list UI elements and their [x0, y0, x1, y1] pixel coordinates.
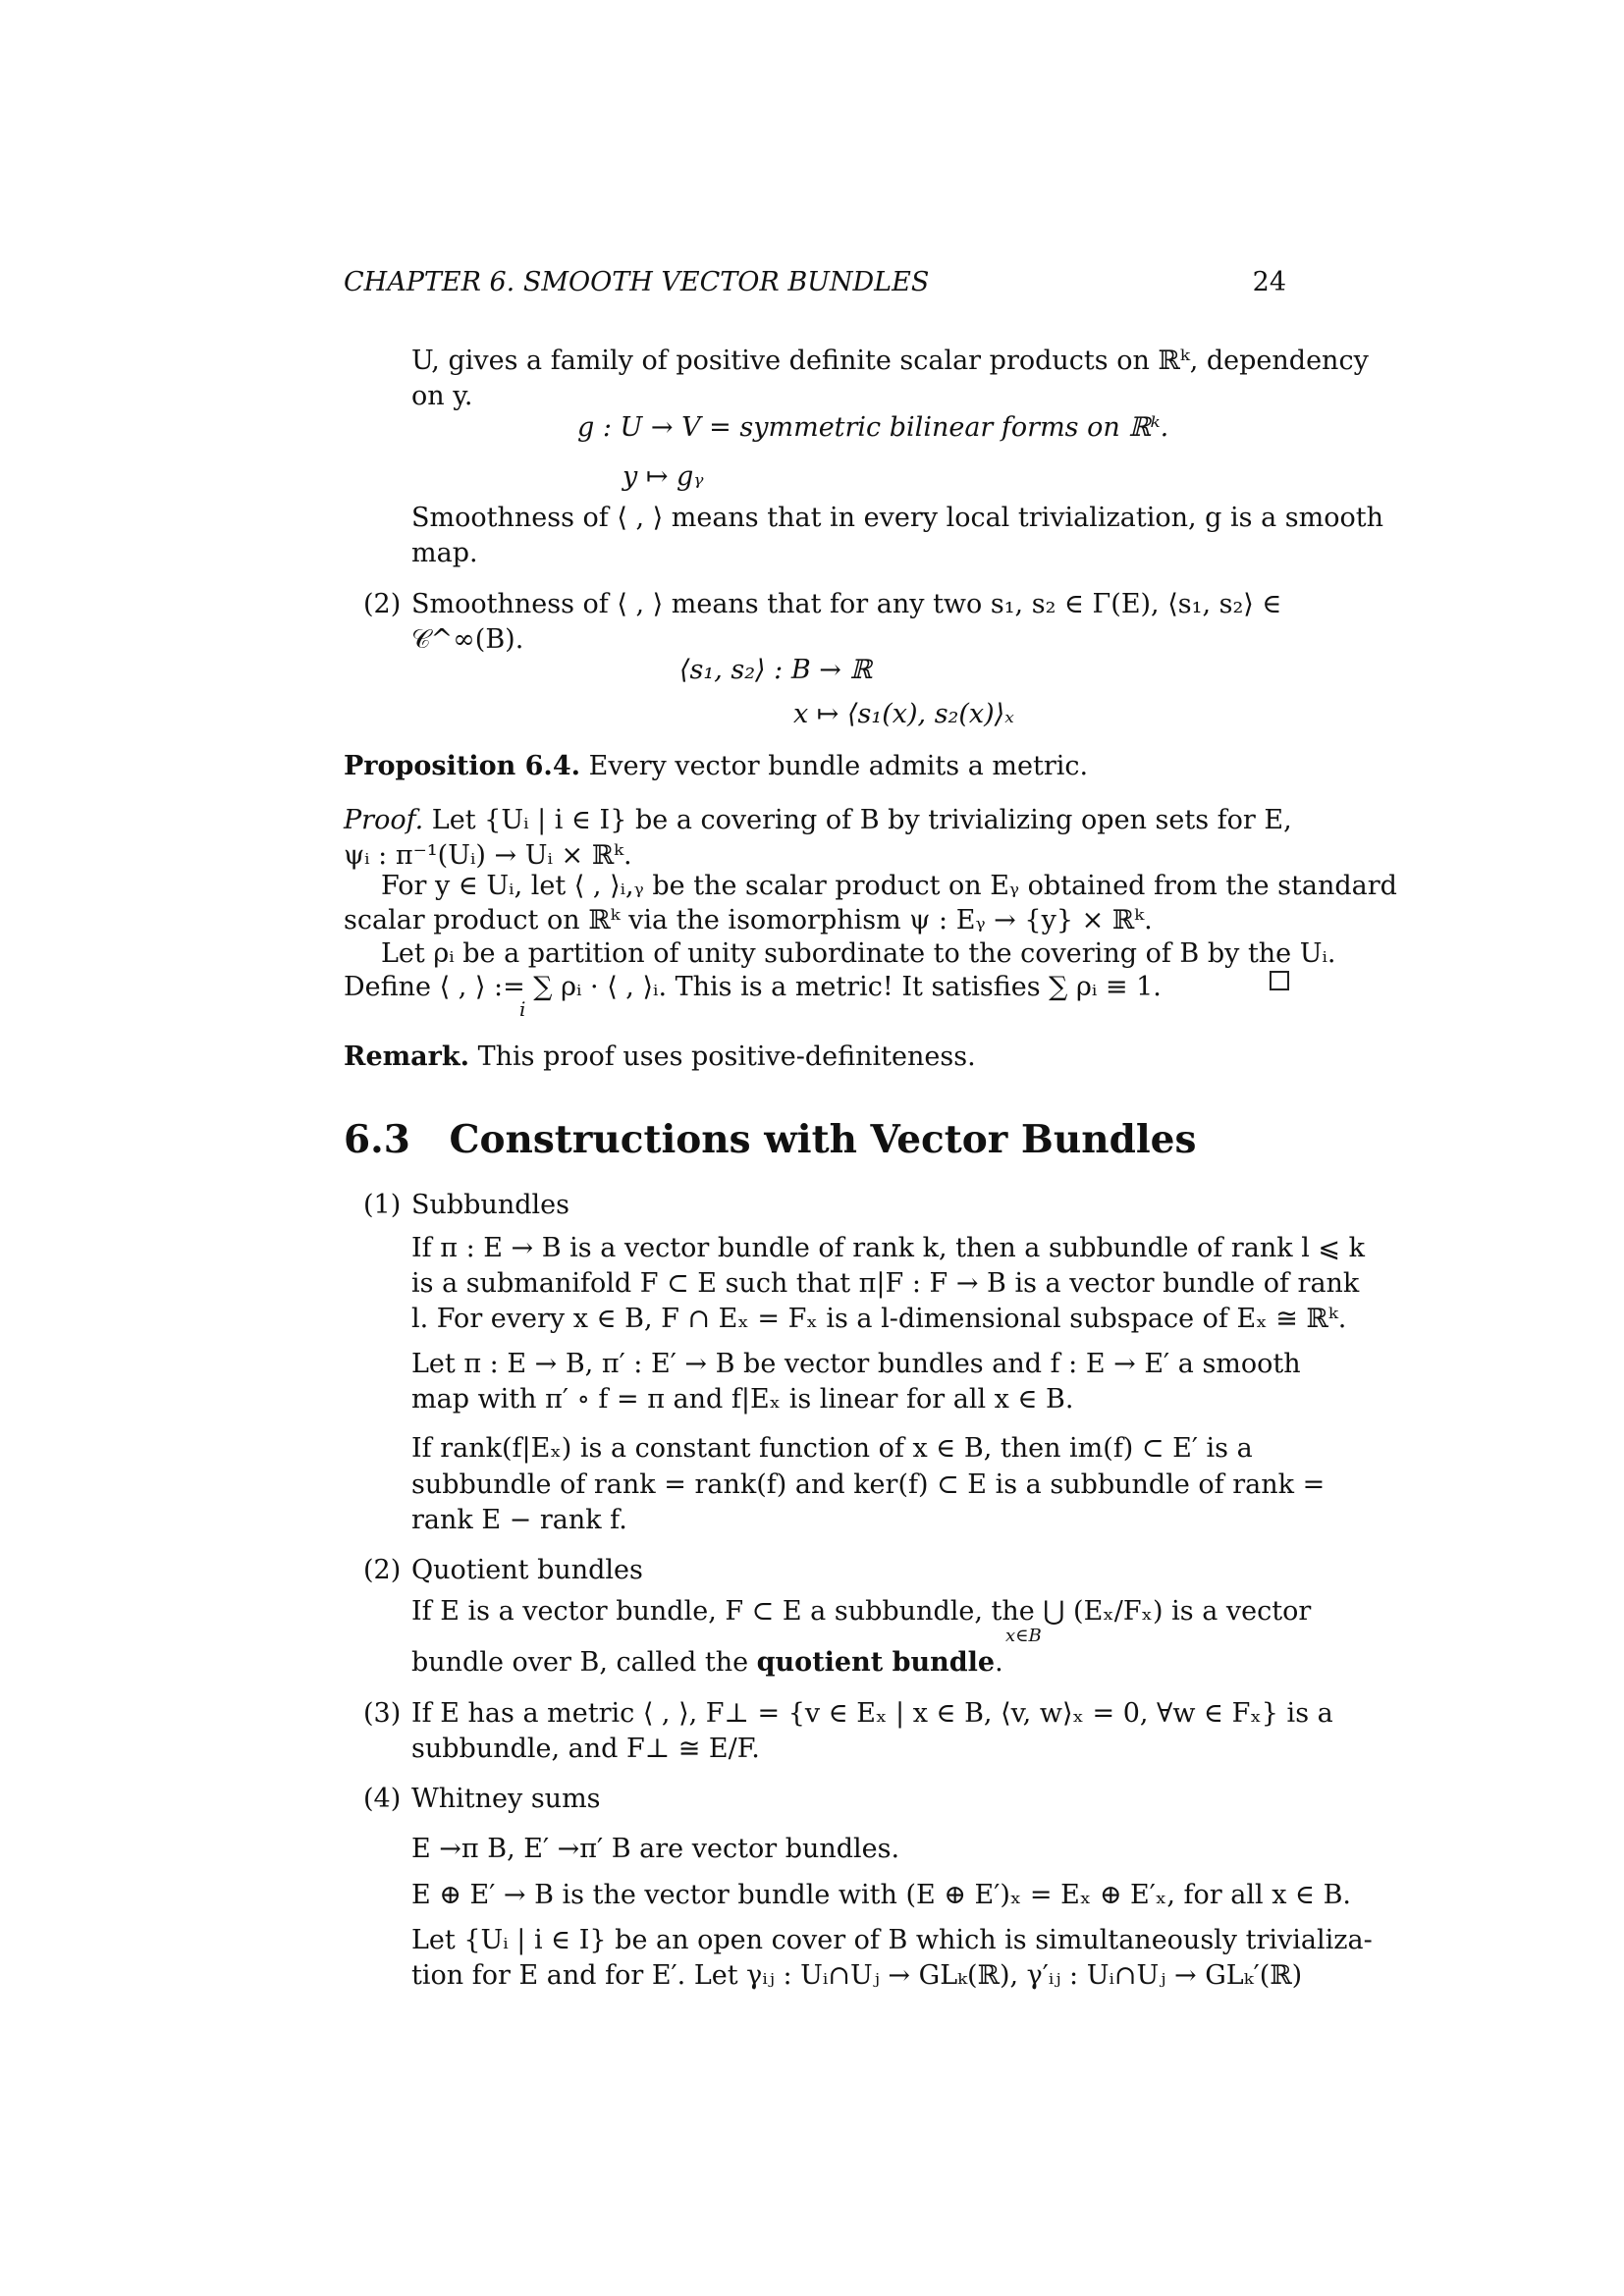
- text-line: map with π′ ∘ f = π and f|Eₓ is linear for all x ∈ B.: [411, 1384, 1074, 1415]
- sum-index: i: [519, 997, 526, 1021]
- text-line: map.: [411, 538, 478, 568]
- proof-line: scalar product on ℝᵏ via the isomorphism ψ : Eᵧ → {y} × ℝᵏ.: [344, 905, 1153, 935]
- item-title: Whitney sums: [411, 1784, 601, 1814]
- proof-line: [344, 803, 1292, 838]
- proof-text: Let {Uᵢ | i ∈ I} be a covering of B by trivializing open sets for E,: [431, 805, 1292, 835]
- display-math: y ↦ gᵧ: [623, 461, 704, 492]
- text-line: tion for E and for E′. Let γᵢⱼ : Uᵢ∩Uⱼ → GLₖ(ℝ), γ′ᵢⱼ : Uᵢ∩Uⱼ → GLₖ′(ℝ): [411, 1960, 1303, 1991]
- running-head: [344, 267, 1286, 297]
- proof-line: ψᵢ : π⁻¹(Uᵢ) → Uᵢ × ℝᵏ.: [344, 840, 632, 871]
- text-line: Smoothness of ⟨ , ⟩ means that for any two s₁, s₂ ∈ Γ(E), ⟨s₁, s₂⟩ ∈: [411, 589, 1282, 619]
- proof-line: Let ρᵢ be a partition of unity subordinate to the covering of B by the Uᵢ.: [381, 938, 1336, 969]
- text-line: on y.: [411, 381, 473, 411]
- text-line: subbundle of rank = rank(f) and ker(f) ⊂ E is a subbundle of rank =: [411, 1469, 1326, 1500]
- proposition-text: Every vector bundle admits a metric.: [588, 751, 1089, 781]
- proposition-label: Proposition 6.4.: [344, 751, 581, 781]
- text-line: If rank(f|Eₓ) is a constant function of x ∈ B, then im(f) ⊂ E′ is a: [411, 1433, 1253, 1464]
- display-math: g : U → V = symmetric bilinear forms on ℝᵏ.: [577, 412, 1169, 443]
- text-line: subbundle, and F⊥ ≅ E/F.: [411, 1734, 760, 1764]
- text-line: [411, 1645, 1003, 1681]
- qed-box: [1270, 971, 1289, 990]
- running-head-title: CHAPTER 6. SMOOTH VECTOR BUNDLES: [344, 267, 930, 297]
- proof-line: For y ∈ Uᵢ, let ⟨ , ⟩ᵢ,ᵧ be the scalar product on Eᵧ obtained from the standard: [381, 871, 1397, 901]
- text-line: rank E − rank f.: [411, 1505, 627, 1535]
- text-line: Let π : E → B, π′ : E′ → B be vector bundles and f : E → E′ a smooth: [411, 1349, 1301, 1379]
- union-index: x∈B: [1005, 1626, 1042, 1646]
- text-line: is a submanifold F ⊂ E such that π|F : F → B is a vector bundle of rank: [411, 1268, 1360, 1299]
- text-line: If π : E → B is a vector bundle of rank k, then a subbundle of rank l ⩽ k: [411, 1233, 1365, 1263]
- list-label: (3): [363, 1698, 402, 1729]
- item-title: Subbundles: [411, 1190, 569, 1220]
- section-title: Constructions with Vector Bundles: [449, 1117, 1197, 1162]
- proof-label: Proof.: [344, 805, 424, 835]
- text-line: Smoothness of ⟨ , ⟩ means that in every local trivialization, g is a smooth: [411, 503, 1383, 533]
- text-line: Let {Uᵢ | i ∈ I} be an open cover of B which is simultaneously trivializa-: [411, 1925, 1373, 1955]
- list-label: (4): [363, 1784, 402, 1814]
- remark-text: This proof uses positive-definiteness.: [477, 1041, 976, 1072]
- text-line: E ⊕ E′ → B is the vector bundle with (E ⊕ E′)ₓ = Eₓ ⊕ E′ₓ, for all x ∈ B.: [411, 1880, 1351, 1910]
- section-heading: [344, 1117, 1196, 1162]
- quotient-bundle-term: quotient bundle: [756, 1647, 996, 1678]
- proof-line: Define ⟨ , ⟩ := ∑ ρᵢ · ⟨ , ⟩ᵢ. This is a metric! It satisfies ∑ ρᵢ ≡ 1.: [344, 972, 1162, 1002]
- display-math: ⟨s₁, s₂⟩ : B → ℝ: [679, 655, 872, 685]
- section-number: 6.3: [344, 1117, 410, 1162]
- text-line: If E has a metric ⟨ , ⟩, F⊥ = {v ∈ Eₓ | x ∈ B, ⟨v, w⟩ₓ = 0, ∀w ∈ Fₓ} is a: [411, 1698, 1333, 1729]
- item-title: Quotient bundles: [411, 1555, 643, 1585]
- text-line: E →π B, E′ →π′ B are vector bundles.: [411, 1834, 900, 1864]
- page-number: 24: [1252, 267, 1286, 297]
- remark-label: Remark.: [344, 1041, 470, 1072]
- text-line: If E is a vector bundle, F ⊂ E a subbundle, the ⋃ (Eₓ/Fₓ) is a vector: [411, 1596, 1312, 1627]
- text-line: 𝒞^∞(B).: [411, 624, 524, 655]
- proposition: [344, 749, 1088, 784]
- text-line: U, gives a family of positive definite scalar products on ℝᵏ, dependency: [411, 346, 1369, 376]
- text-fragment: .: [995, 1647, 1003, 1678]
- list-label: (1): [363, 1190, 402, 1220]
- list-label: (2): [363, 1555, 402, 1585]
- text-line: l. For every x ∈ B, F ∩ Eₓ = Fₓ is a l-dimensional subspace of Eₓ ≅ ℝᵏ.: [411, 1304, 1347, 1334]
- display-math: x ↦ ⟨s₁(x), s₂(x)⟩ₓ: [793, 699, 1014, 729]
- remark: [344, 1040, 976, 1075]
- list-label: (2): [363, 589, 402, 619]
- text-fragment: bundle over B, called the: [411, 1647, 749, 1678]
